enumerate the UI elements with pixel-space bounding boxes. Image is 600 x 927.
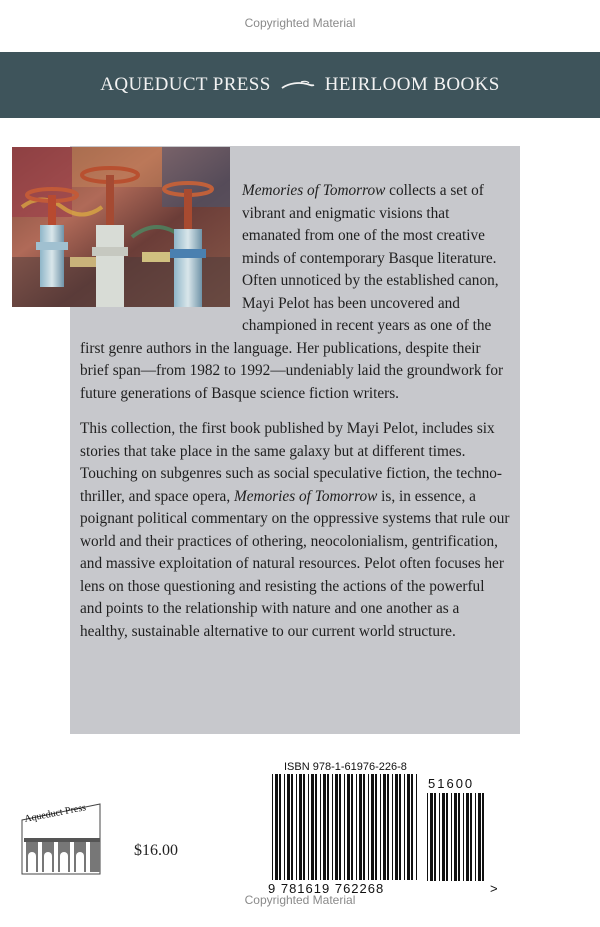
barcode-bar	[458, 793, 460, 881]
barcode-bar	[387, 774, 389, 880]
svg-text:Aqueduct Press: Aqueduct Press	[23, 802, 87, 825]
barcode-bar	[335, 774, 338, 880]
barcode-bar	[383, 774, 386, 880]
barcode-bar	[430, 793, 433, 881]
price-barcode	[426, 793, 488, 881]
aqueduct-press-logo	[20, 800, 102, 878]
barcode-bar	[395, 774, 398, 880]
publisher-band	[0, 52, 600, 118]
barcode-bar	[323, 774, 326, 880]
isbn-label: ISBN 978-1-61976-226-8	[284, 761, 407, 773]
blurb-text	[80, 180, 510, 656]
barcode-bar	[475, 793, 476, 881]
barcode-bar	[291, 774, 293, 880]
barcode-bar	[442, 793, 445, 881]
barcode-bar	[463, 793, 464, 881]
barcode-digits: 9 781619 762268	[268, 881, 385, 896]
barcode-bar	[392, 774, 393, 880]
barcode-bar	[327, 774, 329, 880]
barcode-bar	[404, 774, 405, 880]
price-code: 51600	[428, 776, 475, 791]
barcode-bar	[315, 774, 317, 880]
barcode-bar	[287, 774, 290, 880]
book-title-2: Memories of Tomorrow	[234, 487, 378, 505]
barcode-bar	[482, 793, 484, 881]
barcode-bar	[275, 774, 278, 880]
barcode-bar	[399, 774, 401, 880]
barcode-bar	[272, 774, 273, 880]
swirl-ornament-icon	[281, 79, 315, 91]
barcode-bar	[344, 774, 345, 880]
barcode-bar	[454, 793, 457, 881]
barcode-bar	[356, 774, 357, 880]
publisher-name: AQUEDUCT PRESS	[100, 74, 271, 95]
barcode-bar	[427, 793, 428, 881]
barcode-bar	[363, 774, 365, 880]
barcode-bar	[279, 774, 281, 880]
barcode-bar	[303, 774, 305, 880]
barcode-bar	[470, 793, 472, 881]
series-name: HEIRLOOM BOOKS	[324, 74, 500, 95]
barcode-bar	[466, 793, 469, 881]
barcode-bar	[407, 774, 410, 880]
barcode-bar	[339, 774, 341, 880]
barcode-bar	[375, 774, 377, 880]
barcode-bar	[411, 774, 413, 880]
book-title: Memories of Tomorrow	[242, 182, 386, 199]
barcode-bar	[299, 774, 302, 880]
barcode-bar	[332, 774, 333, 880]
watermark-bottom: Copyrighted Material	[244, 893, 356, 907]
barcode-bar	[478, 793, 481, 881]
isbn-barcode	[271, 774, 421, 880]
barcode-bar	[380, 774, 381, 880]
barcode-bar	[451, 793, 452, 881]
barcode-bar	[416, 774, 417, 880]
blurb-paragraph-1: Memories of Tomorrow collects a set of vibrant and enigmatic visions that emanated from one of the most creative minds of contemporary Basque literature. Often unnoticed by the established canon, Mayi Pelot has been uncovered and championed in recent years as one of the first genre authors in the language. Her publications, despite their brief span—from 1982 to 1992—undeniably laid the groundwork for future generations of Basque science fiction writers.	[80, 182, 504, 402]
barcode-bar	[347, 774, 350, 880]
barcode-bar	[320, 774, 321, 880]
blurb-paragraph-2: This collection, the first book published by Mayi Pelot, includes six stories that take place in the same galaxy but at different times. Touching on subgenres such as social speculative fiction, the techno-thriller, and space opera, Memories of Tomorrow is, in essence, a poignant political commentary on the oppressive systems that rule our world and their practices of othering, neocolonialism, gentrification, and massive exploitation of natural resources. Pelot often focuses her lens on those questioning and resisting the actions of the powerful and points to the relationship with nature and one another as a healthy, sustainable alternative to our current world structure.	[80, 420, 510, 640]
barcode-bar	[446, 793, 448, 881]
barcode-bar	[351, 774, 353, 880]
barcode-bar	[284, 774, 285, 880]
barcode-bar	[434, 793, 436, 881]
barcode-bar	[371, 774, 374, 880]
barcode-bar	[368, 774, 369, 880]
barcode-end-mark: >	[490, 881, 498, 896]
barcode-bar	[308, 774, 309, 880]
barcode-bar	[359, 774, 362, 880]
price: $16.00	[134, 842, 178, 859]
barcode-bar	[311, 774, 314, 880]
barcode-bar	[439, 793, 440, 881]
barcode-bar	[296, 774, 297, 880]
watermark-top: Copyrighted Material	[244, 16, 356, 30]
